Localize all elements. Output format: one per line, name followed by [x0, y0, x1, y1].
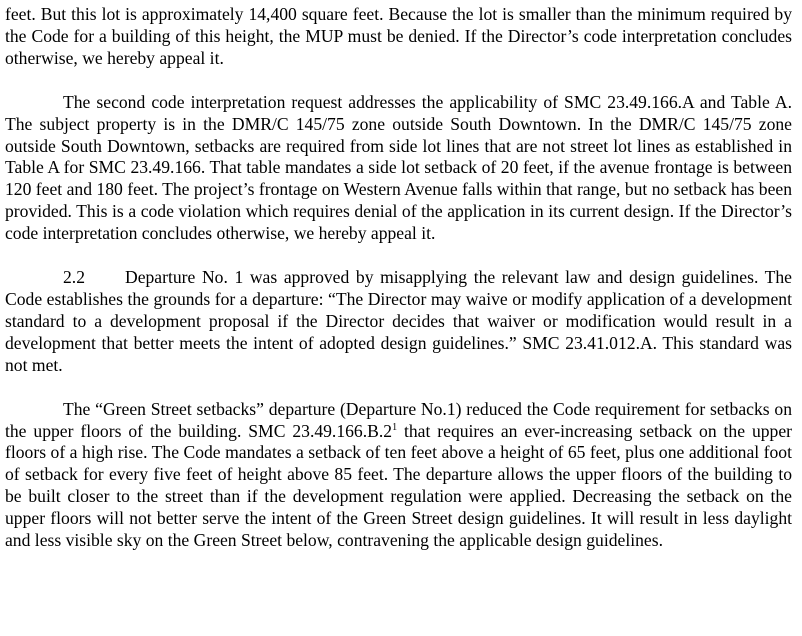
- paragraph-green-street-text-before: The “Green Street setbacks” departure (Departure No.1) reduced the Code requirement for setbacks on the upper floors of the building. SMC 23.49.166.B.2: [5, 398, 792, 441]
- section-number: 2.2: [63, 267, 85, 288]
- paragraph-green-street-text-after: that requires an ever-increasing setback on the upper floors of a high rise. The Code mandates a setback of ten feet above a height of 65 feet, plus one additional foot of setback for every five feet of height above 85 feet. The departure allows the upper floors of the building to be built closer to the street than if the development regulation were applied. Decreasing the setback on the upper floors will not better serve the intent of the Green Street design guidelines. It will result in less daylight and less visible sky on the Green Street below, contravening the applicable design guidelines.: [5, 420, 792, 551]
- paragraph-setback-interpretation: The second code interpretation request addresses the applicability of SMC 23.49.166.A and Table A. The subject property is in the DMR/C 145/75 zone outside South Downtown. In the DMR/C 145/75 zone outside South Downtown, setbacks are required from side lot lines that are not street lot lines as established in Table A for SMC 23.49.166. That table mandates a side lot setback of 20 feet, if the avenue frontage is between 120 feet and 180 feet. The project’s frontage on Western Avenue falls within that range, but no setback has been provided. This is a code violation which requires denial of the application in its current design. If the Director’s code interpretation concludes otherwise, we hereby appeal it.: [5, 91, 792, 244]
- footnote-marker: 1: [392, 421, 398, 433]
- paragraph-departure-approval: [5, 267, 792, 377]
- paragraph-departure-approval-text: Departure No. 1 was approved by misapplying the relevant law and design guidelines. The Code establishes the grounds for a departure: “The Director may waive or modify application of a development standard to a development proposal if the Director decides that waiver or modification would result in a development that better meets the intent of adopted design guidelines.” SMC 23.41.012.A. This standard was not met.: [5, 267, 792, 375]
- document-page: [5, 4, 792, 574]
- paragraph-lot-size: feet. But this lot is approximately 14,400 square feet. Because the lot is smaller than the minimum required by the Code for a building of this height, the MUP must be denied. If the Director’s code interpretation concludes otherwise, we hereby appeal it.: [5, 4, 792, 68]
- paragraph-green-street-setbacks: [5, 399, 792, 552]
